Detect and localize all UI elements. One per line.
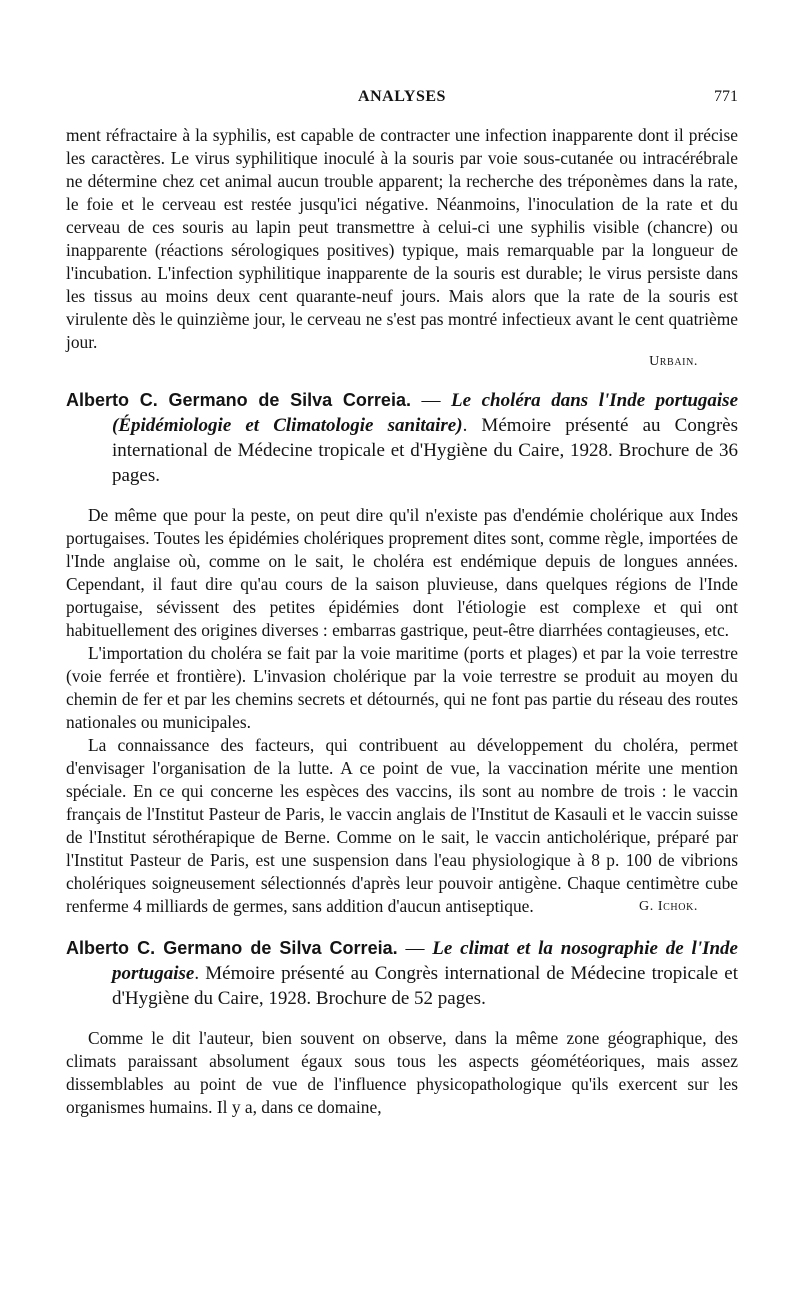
review-2-paragraph-1: De même que pour la peste, on peut dire qu'il n'existe pas d'endémie cholérique aux Indes portugaises. Toutes les épidémies cholériques proprement dites sont, comme règle, importées de l'Inde anglaise où, comme on le sait, le choléra est endémique depuis de longues années. Cependant, il faut dire qu'au cours de la saison pluvieuse, dans quelques régions de l'Inde portugaise, sévissent des petites épidémies dont l'étiologie est complexe et qui ont habituellement des origines diverses : embarras gastrique, peut-être diarrhées contagieuses, etc. (66, 505, 738, 640)
review-3-paragraph-1: Comme le dit l'auteur, bien souvent on observe, dans la même zone géographique, des climats paraissant absolument égaux sous tous les aspects géométéoriques, mais assez dissemblables au point de vue de l'influence physicopathologique qu'ils exercent sur les organismes humains. Il y a, dans ce domaine, (66, 1028, 738, 1117)
entry-1-details: . Mémoire présenté au Congrès international de Médecine tropicale et d'Hygiène du Caire, 1928. Brochure de 36 pages. (112, 415, 738, 486)
review-1-continuation: ment réfractaire à la syphilis, est capable de contracter une infection inapparente dont il précise les caractères. Le virus syphilitique inoculé à la souris par voie sous-cutanée ou intracérébrale ne détermine chez cet animal aucun trouble apparent; la recherche des tréponèmes dans la rate, le foie et le cerveau est restée jusqu'ici négative. Néanmoins, l'inoculation de la rate et du cerveau de ces souris au lapin peut transmettre à celui-ci une syphilis visible (chancre) ou inapparente (réactions sérologiques positives) typique, mais remarquable par la longueur de l'incubation. L'infection syphilitique inapparente de la souris est durable; le virus persiste dans les tissus au moins deux cent quarante-neuf jours. Mais alors que la rate de la souris est virulente dès le quinzième jour, le cerveau ne s'est pas montré infectieux avant le cent quatrième jour. (66, 125, 738, 352)
running-head (66, 84, 738, 110)
entry-2-title: Le climat et la nosographie de l'Inde portugaise (112, 938, 738, 984)
review-2-paragraph-2: L'importation du choléra se fait par la voie maritime (ports et plages) et par la voie terrestre (voie ferrée et frontière). L'invasion cholérique par la voie terrestre se produit au moyen du chemin de fer et par les chemins secrets et détournés, qui ne font pas partie du réseau des routes nationales ou municipales. (66, 643, 738, 732)
bibliographic-entry-2 (66, 936, 738, 1011)
entry-1-author: Alberto C. Germano de Silva Correia. (66, 390, 411, 410)
bibliographic-entry-1 (66, 388, 738, 488)
journal-page (66, 84, 738, 1119)
review-2-paragraph-3-text: La connaissance des facteurs, qui contribuent au développement du choléra, permet d'envisager l'organisation de la lutte. A ce point de vue, la vaccination mérite une mention spéciale. En ce qui concerne les espèces des vaccins, ils sont au nombre de trois : le vaccin français de l'Institut Pasteur de Paris, le vaccin anglais de l'Institut de Kasauli et le vaccin suisse de l'Institut sérothérapique de Berne. Comme on le sait, le vaccin anticholérique, préparé par l'Institut Pasteur de Paris, est une suspension dans l'eau physiologique à 8 p. 100 de vibrions cholériques soigneusement sélectionnés d'après leur pouvoir antigène. Chaque centimètre cube renferme 4 milliards de germes, sans addition d'aucun antiseptique. (66, 735, 738, 916)
entry-1-dash: — (410, 390, 452, 411)
entry-2-author: Alberto C. Germano de Silva Correia. (66, 938, 398, 958)
entry-2-details: . Mémoire présenté au Congrès international de Médecine tropicale et d'Hygiène du Caire, 1928. Brochure de 52 pages. (112, 963, 738, 1009)
review-1-signature: Urbain. (649, 354, 698, 369)
running-title: ANALYSES (358, 88, 446, 105)
entry-2-dash: — (397, 938, 433, 959)
entry-1-title: Le choléra dans l'Inde portugaise (Épidémiologie et Climatologie sanitaire) (112, 390, 739, 436)
page-number: 771 (714, 88, 738, 105)
review-2-paragraph-3 (66, 734, 738, 918)
review-2-signature: G. Ichok. (638, 899, 698, 914)
